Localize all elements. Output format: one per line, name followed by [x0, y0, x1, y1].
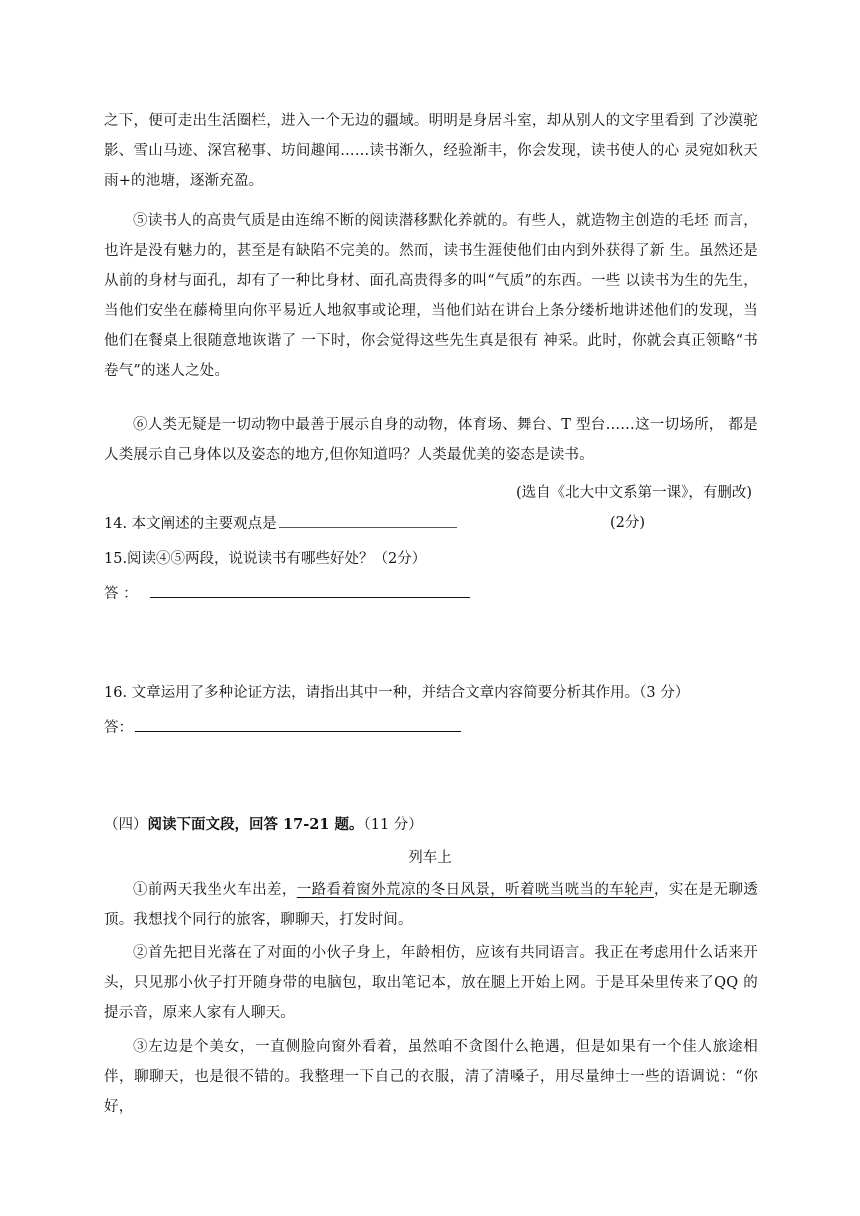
question-15-text: 15.阅读④⑤两段，说说读书有哪些好处？（2分）: [104, 551, 427, 567]
story-underlined-sentence: 一路看着窗外荒凉的冬日风景，听着咣当咣当的车轮声: [296, 882, 654, 898]
question-16-answer: [104, 717, 461, 738]
story-paragraph-1-start: ①前两天我坐火车出差，: [133, 882, 297, 898]
passage-source: (选自《北大中文系第一课》，有删改): [515, 485, 752, 501]
story-paragraph-3: ③左边是个美女，一直侧脸向窗外看着，虽然咱不贪图什么艳遇，但是如果有一个佳人旅途相伴，聊聊天，也是很不错的。我整理一下自己的衣服，清了清嗓子，用尽量绅士一些的语调说：“你好，: [104, 1039, 758, 1115]
question-15-answer-line[interactable]: [150, 583, 470, 598]
question-14-score: (2分): [610, 515, 646, 531]
story-paragraph-2: ②首先把目光落在了对面的小伙子身上，年龄相仿，应该有共同语言。我正在考虑用什么话来开头，只见那小伙子打开随身带的电脑包，取出笔记本，放在腿上开始上网。于是耳朵里传来了QQ 的提示音，原来人家有人聊天。: [104, 945, 758, 1021]
passage-paragraph-6: ⑥人类无疑是一切动物中最善于展示自身的动物，体育场、舞台、T 型台……这一切场所， 都是人类展示自己身体以及姿态的地方,但你知道吗？人类最优美的姿态是读书。: [104, 417, 758, 463]
section-4-heading-score: （11 分）: [363, 817, 423, 833]
question-16-answer-line[interactable]: [135, 717, 461, 732]
question-14-text: 14. 本文阐述的主要观点是: [104, 516, 277, 532]
question-16-text: 16. 文章运用了多种论证方法，请指出其中一种，并结合文章内容简要分析其作用。（3 分）: [104, 685, 690, 701]
passage-paragraph-continued: 之下，便可走出生活圈栏，进入一个无边的疆域。明明是身居斗室，却从别人的文字里看到 了沙漠驼影、雪山马迹、深宫秘事、坊间趣闻……读书渐久，经验渐丰，你会发现，读书使人的心 灵宛如秋天雨+的池塘，逐渐充盈。: [104, 113, 758, 189]
passage-paragraph-5: ⑤读书人的高贵气质是由连绵不断的阅读潜移默化养就的。有些人，就造物主创造的毛坯 而言，也许是没有魅力的，甚至是有缺陷不完美的。然而，读书生涯使他们由内到外获得了新 生。虽然还是从前的身材与面孔，却有了一种比身材、面孔高贵得多的叫“气质”的东西。一些 以读书为生的先生，当他们安坐在藤椅里向你平易近人地叙事或论理，当他们站在讲台上条分缕析地讲述他们的发现，当他们在餐桌上很随意地诙谐了 一下时，你会觉得这些先生真是很有 神采。此时，你就会真正领略“书卷气”的迷人之处。: [104, 213, 758, 379]
section-4-heading-prefix: （四）: [104, 817, 148, 833]
story-paragraph-1: [104, 875, 758, 935]
question-14-answer-blank[interactable]: [279, 513, 457, 528]
section-4-heading: [104, 815, 423, 835]
story-paragraph-1-end: ，实在是无聊透顶。我想找个同行的旅客，聊聊天，打发时间。: [104, 882, 758, 928]
section-4-heading-instruction: 阅读下面文段，回答 17-21 题。: [147, 816, 364, 833]
question-15-answer-label: 答 ：: [104, 586, 138, 602]
passage-title: 列车上: [408, 850, 452, 866]
question-15-answer: [104, 583, 470, 604]
question-16-answer-label: 答：: [104, 720, 133, 736]
question-14: [104, 513, 457, 534]
